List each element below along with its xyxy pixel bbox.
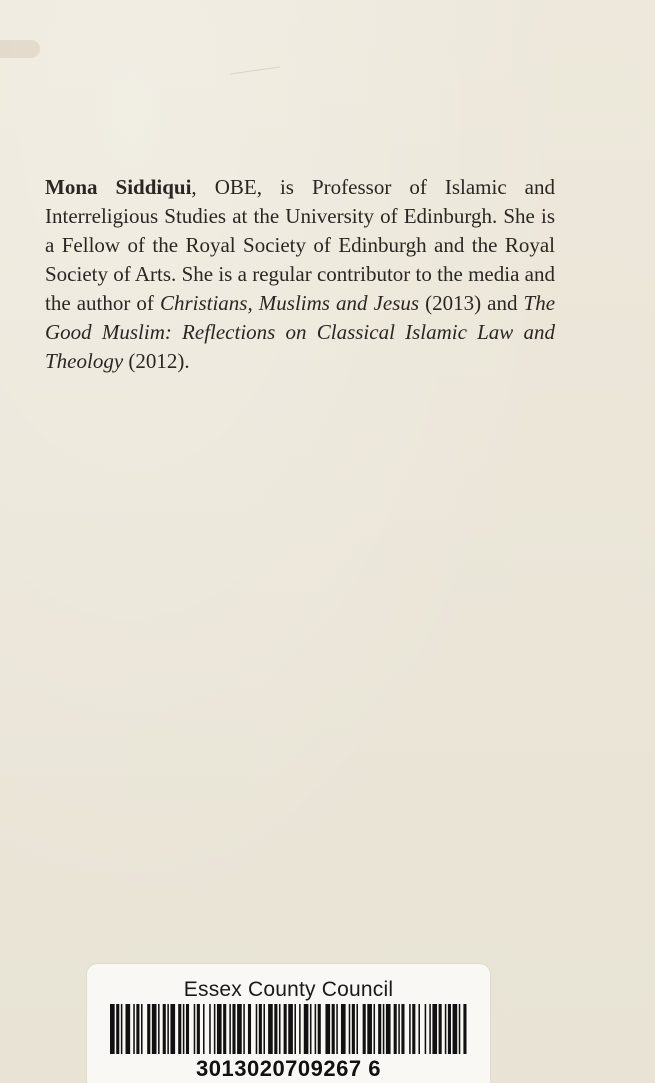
bio-text-2: (2013) and [419,291,524,315]
bio-text-3: (2012). [123,349,190,373]
author-name: Mona Siddiqui [45,175,192,199]
page-edge-mark [0,40,40,58]
bio-text-1: , OBE, is Professor of Islamic and Interreligious Studies at the University of Edinburgh. She is a Fellow of the Royal Society of Edinburgh and the Royal Society of Arts. She is a regular contributor to the media and the author of [45,175,555,315]
book-title-2: The Good Muslim: Reflections on Classical Islamic Law and Theology [45,291,556,373]
book-title-1: Christians, Muslims and Jesus [159,291,420,315]
barcode-number: 3013020709267 6 [196,1056,381,1081]
library-name: Essex County Council [183,978,394,1001]
faint-mark [230,67,280,75]
barcode-icon [110,1004,470,1054]
library-barcode-label [87,964,490,1083]
author-bio [45,173,555,376]
